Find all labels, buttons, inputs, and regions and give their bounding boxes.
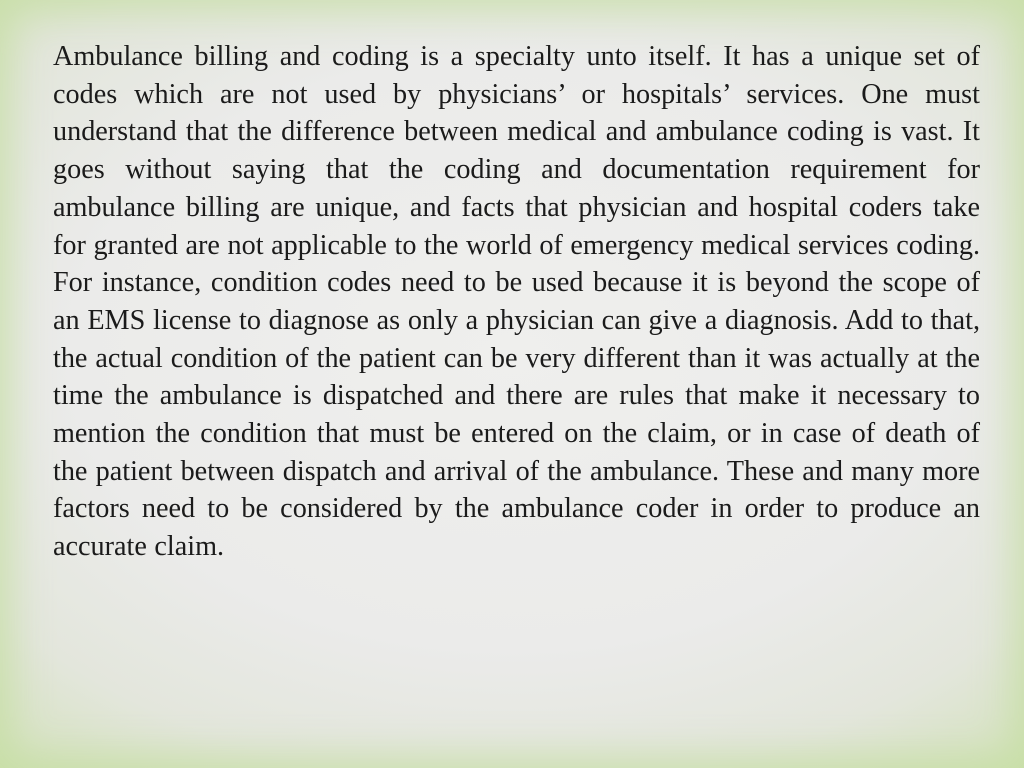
slide-body-text: Ambulance billing and coding is a specialty unto itself. It has a unique set of codes which are not used by physicians’ or hospitals’ services. One must understand that the difference between medical and ambulance coding is vast. It goes without saying that the coding and documentation requirement for ambulance billing are unique, and facts that physician and hospital coders take for granted are not applicable to the world of emergency medical services coding. For instance, condition codes need to be used because it is beyond the scope of an EMS license to diagnose as only a physician can give a diagnosis. Add to that, the actual condition of the patient can be very different than it was actually at the time the ambulance is dispatched and there are rules that make it necessary to mention the condition that must be entered on the claim, or in case of death of the patient between dispatch and arrival of the ambulance. These and many more factors need to be considered by the ambulance coder in order to produce an accurate claim. (53, 41, 980, 563)
